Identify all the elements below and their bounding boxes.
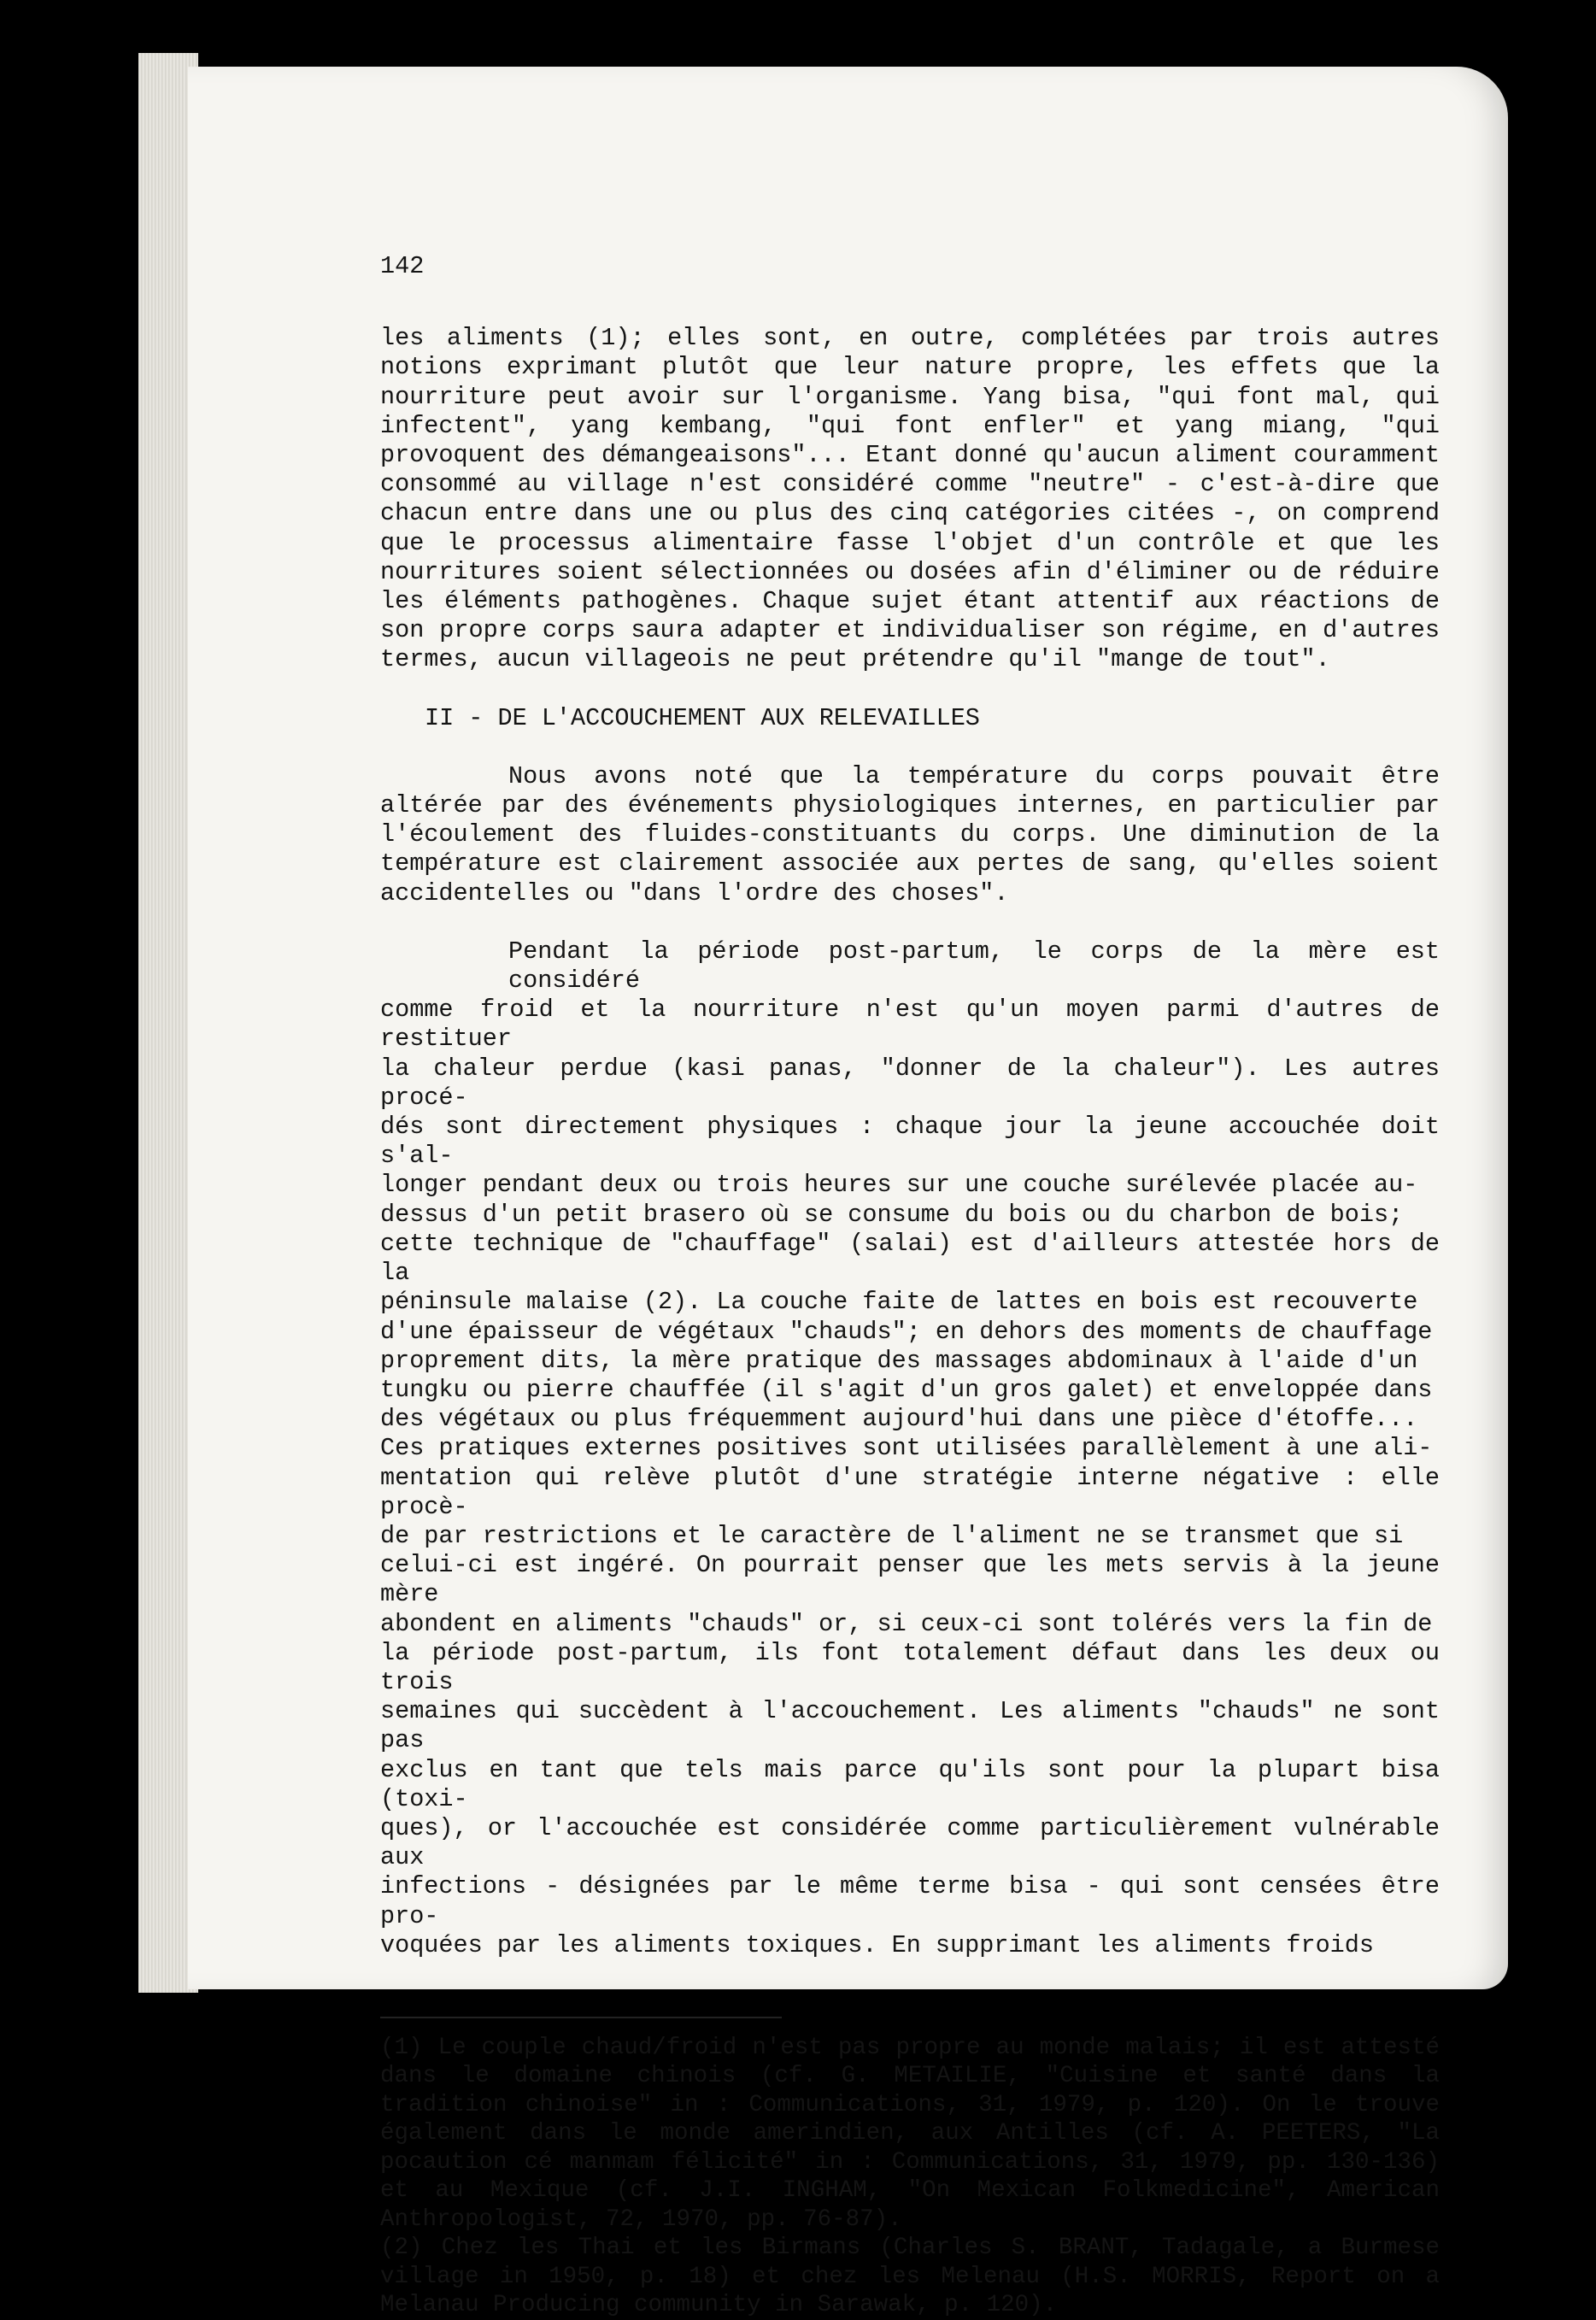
paragraph-3-line: dessus d'un petit brasero où se consume du bois ou du charbon de bois; bbox=[380, 1200, 1404, 1229]
footnotes bbox=[380, 2034, 1440, 2320]
paragraph-3-line: ques), or l'accouchée est considérée comme particulièrement vulnérable aux bbox=[380, 1813, 1440, 1872]
paragraph-3-line: celui-ci est ingéré. On pourrait penser que les mets servis à la jeune mère bbox=[380, 1551, 1440, 1609]
paragraph-3-line: mentation qui relève plutôt d'une stratégie interne négative : elle procè- bbox=[380, 1463, 1440, 1521]
paragraph-3-line: d'une épaisseur de végétaux "chauds"; en dehors des moments de chauffage bbox=[380, 1317, 1433, 1346]
paragraph-3-line: semaines qui succèdent à l'accouchement. Les aliments "chauds" ne sont pas bbox=[380, 1697, 1440, 1755]
paragraph-1: les aliments (1); elles sont, en outre, complétées par trois autres notions exprimant plutôt que leur nature propre, les effets que la nourriture peut avoir sur l'organisme. Yang bisa, "qui font mal, qui infectent", yang kembang, "qui font enfler" et yang miang, "qui provoquent des démangeaisons"... Etant donné qu'aucun aliment couramment consommé au village n'est considéré comme "neutre" - c'est-à-dire que chacun entre dans une ou plus des cinq catégories citées -, on comprend que le processus alimentaire fasse l'objet d'un contrôle et que les nourritures soient sélectionnées ou dosées afin d'éliminer ou de réduire les éléments pathogènes. Chaque sujet étant attentif aux réactions de son propre corps saura adapter et individualiser son régime, en d'autres termes, aucun villageois ne peut prétendre qu'il "mange de tout". bbox=[380, 324, 1440, 674]
footnote-1: (1) Le couple chaud/froid n'est pas propre au monde malais; il est attesté dans le domaine chinois (cf. G. METAILIE, "Cuisine et santé dans la tradition chinoise" in : Communications, 31, 1979, p. 120). On le trouve également dans le monde amerindien, aux Antilles (cf. A. PEETERS, "La pocaution cé manmam félicité" in : Communications, 31, 1979, pp. 130-136) et au Mexique (cf. J.I. INGHAM, "On Mexican Folkmedicine", American Anthropologist, 72, 1970, pp. 76-87). bbox=[380, 2034, 1440, 2233]
paragraph-2: Nous avons noté que la température du corps pouvait être altérée par des événements physiologiques internes, en particulier par l'écoulement des fluides-constituants du corps. Une diminution de la température est clairement associée aux pertes de sang, qu'elles soient accidentelles ou "dans l'ordre des choses". bbox=[380, 761, 1440, 907]
paragraph-3-line: exclus en tant que tels mais parce qu'ils sont pour la plupart bisa (toxi- bbox=[380, 1755, 1440, 1813]
paragraph-3-line: dés sont directement physiques : chaque jour la jeune accouchée doit s'al- bbox=[380, 1113, 1440, 1171]
paragraph-3-line: tungku ou pierre chauffée (il s'agit d'un gros galet) et enveloppée dans bbox=[380, 1375, 1433, 1404]
paragraph-3-line: la période post-partum, ils font totalement défaut dans les deux ou trois bbox=[380, 1638, 1440, 1696]
paragraph-3-line: Pendant la période post-partum, le corps de la mère est considéré bbox=[508, 937, 1440, 996]
paragraph-3-line: Ces pratiques externes positives sont utilisées parallèlement à une ali- bbox=[380, 1434, 1433, 1463]
paragraph-3-line: la chaleur perdue (kasi panas, "donner de la chaleur"). Les autres procé- bbox=[380, 1054, 1440, 1112]
paragraph-3-line: comme froid et la nourriture n'est qu'un moyen parmi d'autres de restituer bbox=[380, 996, 1440, 1054]
page-number: 142 bbox=[380, 252, 425, 280]
paragraph-3-line: de par restrictions et le caractère de l'aliment ne se transmet que si bbox=[380, 1521, 1404, 1550]
paragraph-3-line: cette technique de "chauffage" (salai) est d'ailleurs attestée hors de la bbox=[380, 1229, 1440, 1288]
page-content bbox=[380, 252, 1440, 2320]
footnote-divider bbox=[380, 2017, 782, 2018]
paragraph-3 bbox=[380, 937, 1440, 1960]
footnote-2: (2) Chez les Thai et les Birmans (Charles S. BRANT, Tadagale, a Burmese village in 1950, p. 18) et chez les Melenau (H.S. MORRIS, Report on a Melanau Producing community in Sarawak, p. 120). bbox=[380, 2235, 1440, 2319]
section-heading: II - DE L'ACCOUCHEMENT AUX RELEVAILLES bbox=[425, 703, 980, 732]
paragraph-3-line: infections - désignées par le même terme bisa - qui sont censées être pro- bbox=[380, 1872, 1440, 1930]
paragraph-3-line: proprement dits, la mère pratique des massages abdominaux à l'aide d'un bbox=[380, 1346, 1418, 1375]
paragraph-3-line: longer pendant deux ou trois heures sur une couche surélevée placée au- bbox=[380, 1171, 1418, 1200]
paragraph-3-line: péninsule malaise (2). La couche faite de lattes en bois est recouverte bbox=[380, 1288, 1418, 1317]
paragraph-3-line: voquées par les aliments toxiques. En supprimant les aliments froids bbox=[380, 1930, 1374, 1959]
paragraph-3-line: des végétaux ou plus fréquemment aujourd'hui dans une pièce d'étoffe... bbox=[380, 1405, 1418, 1434]
paragraph-3-line: abondent en aliments "chauds" or, si ceux-ci sont tolérés vers la fin de bbox=[380, 1609, 1433, 1638]
